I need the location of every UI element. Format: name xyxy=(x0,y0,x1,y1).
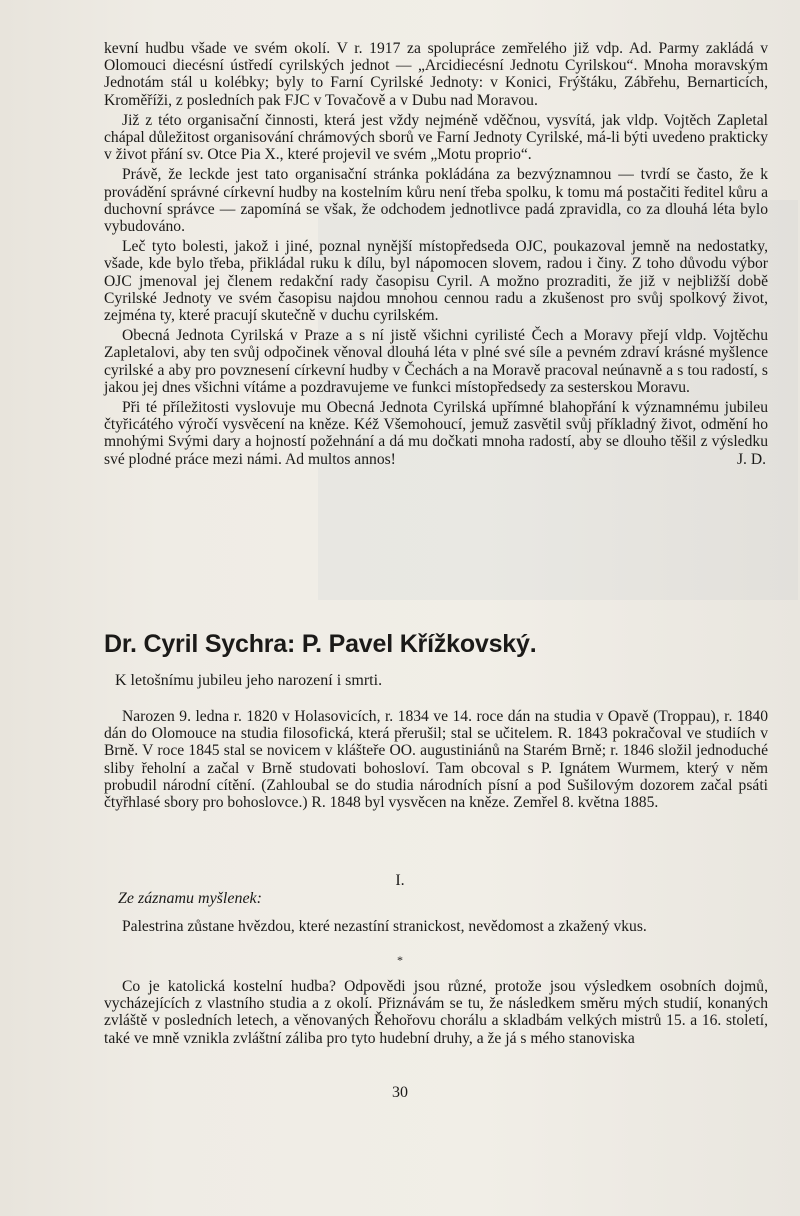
separator-asterisk: * xyxy=(397,953,403,967)
biography-paragraph: Narozen 9. ledna r. 1820 v Holasovicích, r. 1834 ve 14. roce dán na studia v Opavě (Troppau), r. 1840 dán do Olomouce na studia filosofická, která přerušil; stal se učitelem. R. 1843 pokračoval ve studiích v Brně. V roce 1845 stal se novicem v klášteře OO. augustiniánů na Starém Brně; r. 1846 složil jednoduché sliby řeholní a začal v Brně studovati bohosloví. Tam obcoval s P. Ignátem Wurmem, který v něm probudil národní cítění. (Zahloubal se do studia národních písní a pod Sušilovým dozorem začal psáti čtyřhlasé sbory pro bohoslovce.) R. 1848 byl vysvěcen na kněze. Zemřel 8. května 1885. xyxy=(104,708,768,812)
paragraph-5: Obecná Jednota Cyrilská v Praze a s ní jistě všichni cyrilisté Čech a Moravy přejí vldp. Vojtěchu Zapletalovi, aby ten svůj odpočinek věnoval dlouhá léta v plné své síle a pevném zdraví krásné myšlence cyrilské a aby pro povznesení církevní hudby v Čechách a na Moravě pracoval neúnavně a s tou radostí, s jakou jej dnes všichni vítáme a pozdravujeme ve funkci místopředsedy za sesterskou Moravu. xyxy=(104,327,768,396)
notes-heading: Ze záznamu myšlenek: xyxy=(118,890,262,907)
paragraph-3: Právě, že leckde jest tato organisační stránka pokládána za bezvýznamnou — tvrdí se často, že k provádění správné církevní hudby na kostelním kůru není třeba spolku, k tomu má postačiti ředitel kůru a duchovní správce — zapomíná se však, že odchodem jednotlivce padá zpravidla, co za dlouhá léta bylo vybudováno. xyxy=(104,166,768,236)
biography-block xyxy=(104,708,768,811)
palestrina-quote: Palestrina zůstane hvězdou, které nezastíní stranickost, nevědomost a zkažený vkus. xyxy=(122,918,647,935)
paragraph-4: Leč tyto bolesti, jakož i jiné, poznal nynější místopředseda OJC, poukazoval jemně na nedostatky, všade, kde bylo třeba, přikládal ruku k dílu, byl nápomocen slovem, radou i činy. Z toho důvodu výbor OJC jmenoval jej členem redakční rady časopisu Cyril. A možno prozraditi, že již v nejbližší době Cyrilské Jednoty ve svém časopisu najdou mnohou cennou radu a zkušenost pro svůj spolkový život, zejména ty, které pracují skutečně v duchu cyrilském. xyxy=(104,238,768,325)
article-zapletal xyxy=(104,40,768,469)
author-signature: J. D. xyxy=(736,450,766,468)
paragraph-1: kevní hudbu všade ve svém okolí. V r. 1917 za spolupráce zemřelého již vdp. Ad. Parmy zakládá v Olomouci diecésní ústředí cyrilských jednot — „Arcidiecésní Jednotu Cyrilskou“. Mnoha moravským Jednotám stál u kolébky; byly to Farní Cyrilské Jednoty: v Konici, Frýštáku, Zábřehu, Bernarticích, Kroměříži, z posledních pak FJC v Tovačově a v Dubu nad Moravou. xyxy=(104,40,768,109)
final-block xyxy=(104,978,768,1047)
quote-block xyxy=(104,918,768,935)
paragraph-6: Při té příležitosti vyslovuje mu Obecná Jednota Cyrilská upřímné blahopřání k významnému jubileu čtyřicátého výročí vysvěcení na kněze. Kéž Všemohoucí, jemuž zasvětil svůj příkladný život, odmění ho mnohými Svými dary a hojností požehnání a dá mu dočkati mnoha radostí, aby se dlouho těšil z výsledku své plodné práce mezi námi. Ad multos annos! xyxy=(104,399,768,468)
article-subtitle: K letošnímu jubileu jeho narození i smrti. xyxy=(115,672,383,689)
page-number: 30 xyxy=(392,1084,408,1101)
section-numeral: I. xyxy=(395,872,405,889)
article-title: Dr. Cyril Sychra: P. Pavel Křížkovský. xyxy=(104,630,537,658)
paragraph-2: Již z této organisační činnosti, která jest vždy nejméně vděčnou, vysvítá, jak vldp. Vojtěch Zapletal chápal důležitost organisování chrámových sborů ve Farní Jednoty Cyrilské, má-li býti uvedeno prakticky v život přání sv. Otce Pia X., které projevil ve svém „Motu proprio“. xyxy=(104,111,768,164)
final-paragraph: Co je katolická kostelní hudba? Odpovědi jsou různé, protože jsou výsledkem osobních dojmů, vycházejících z vlastního studia a z okolí. Přiznávám se tu, že následkem směru mých studií, konaných zvláště v posledních letech, a věnovaných Řehořovu chorálu a skladbám velkých mistrů 15. a 16. století, také ve mně vznikla zvláštní záliba pro tyto hudební druhy, a že já s mého stanoviska xyxy=(104,978,768,1047)
